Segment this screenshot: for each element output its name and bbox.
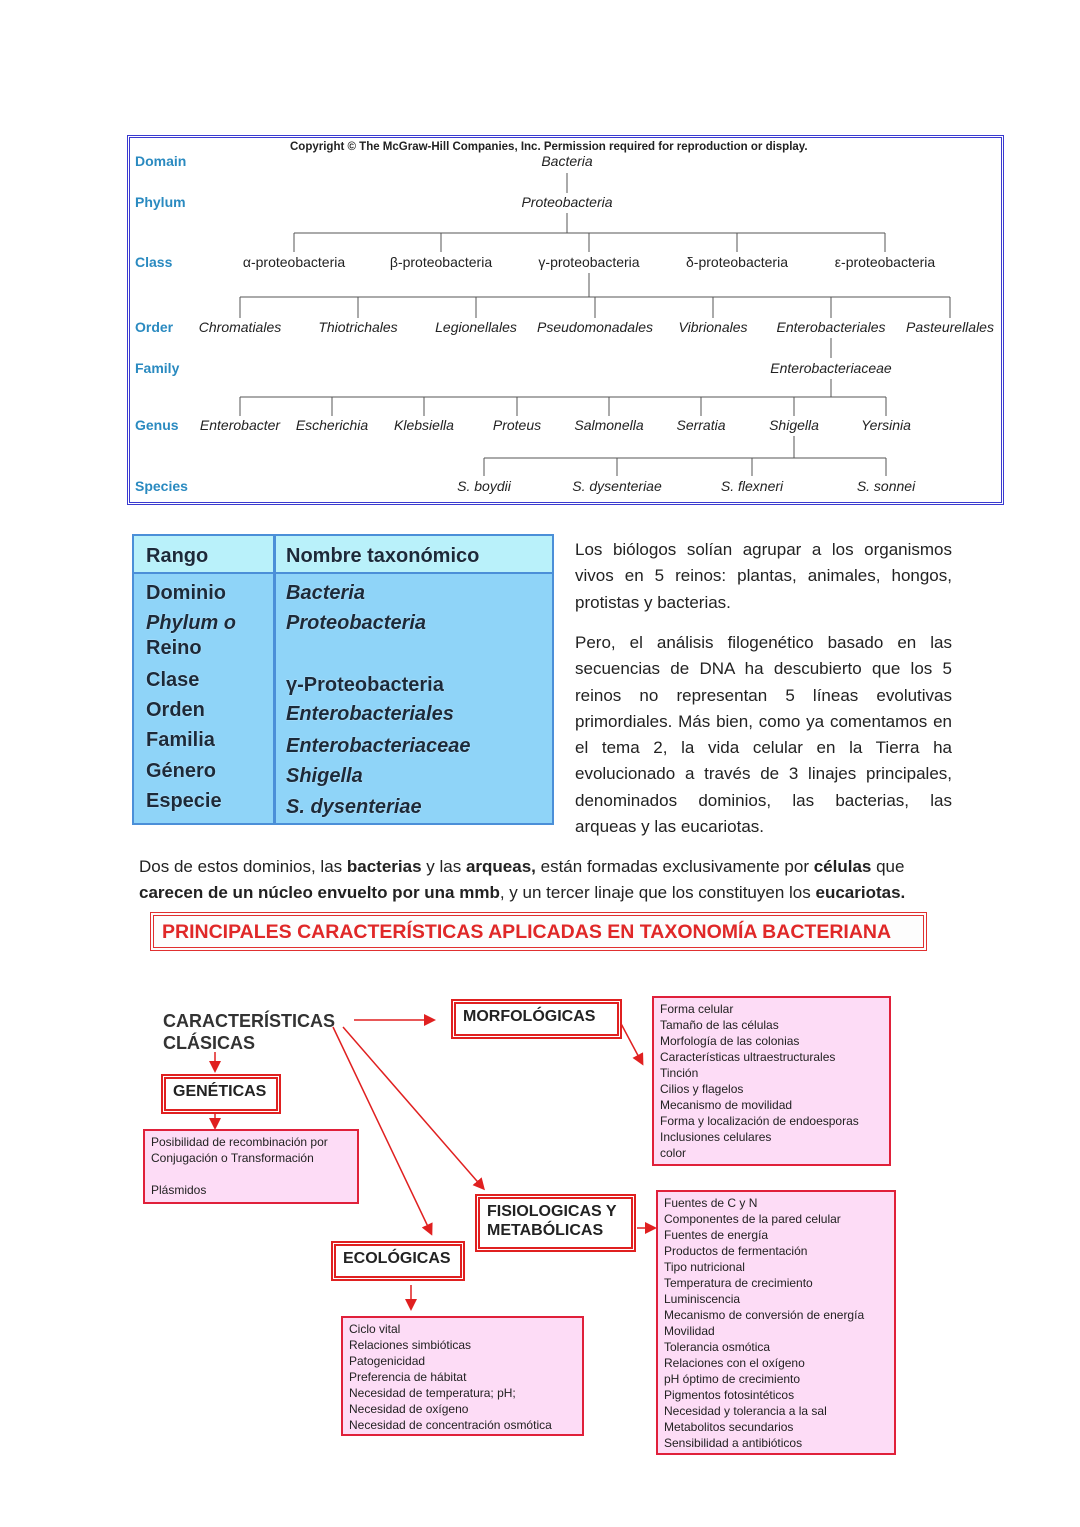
- class-node: ε-proteobacteria: [834, 254, 936, 270]
- species-node: S. dysenteriae: [572, 478, 662, 494]
- rank-label: Species: [135, 478, 188, 494]
- list-item: Relaciones con el oxígeno: [664, 1356, 805, 1370]
- name-cell: Enterobacteriales: [286, 703, 454, 725]
- order-node: Legionellales: [435, 319, 517, 335]
- t: , y un tercer linaje que los constituyen los: [499, 883, 816, 903]
- list-item: Necesidad de oxígeno: [349, 1402, 469, 1416]
- genus-node: Enterobacter: [199, 417, 281, 433]
- list-item: Movilidad: [664, 1324, 715, 1338]
- rank-label: Class: [135, 254, 173, 270]
- list-item: Necesidad de concentración osmótica: [349, 1418, 552, 1432]
- rank-cell: Familia: [146, 729, 215, 751]
- section-title: PRINCIPALES CARACTERÍSTICAS APLICADAS EN TAXONOMÍA BACTERIANA: [150, 912, 927, 951]
- name-cell: Proteobacteria: [286, 612, 427, 634]
- ecologicas-box: ECOLÓGICAS: [331, 1241, 465, 1281]
- rank-label: Domain: [135, 153, 187, 169]
- genus-node: Escherichia: [295, 417, 369, 433]
- paragraph-reinos: Los biólogos solían agrupar a los organismos vivos en 5 reinos: plantas, animales, hongos, protistas y bacterias.: [575, 540, 952, 612]
- list-item: Tipo nutricional: [664, 1260, 745, 1274]
- list-item: Pigmentos fotosintéticos: [664, 1388, 795, 1402]
- list-item: [151, 1166, 351, 1182]
- rank-cell: Reino: [146, 637, 202, 659]
- rank-cell: Phylum o: [146, 612, 237, 634]
- list-item: Posibilidad de recombinación por: [151, 1135, 328, 1149]
- rank-cell: Especie: [146, 790, 222, 812]
- list-item: Relaciones simbióticas: [349, 1338, 472, 1352]
- order-node: Enterobacteriales: [776, 319, 886, 335]
- class-node: γ-proteobacteria: [538, 254, 640, 270]
- rank-label: Family: [135, 360, 180, 376]
- list-item: Mecanismo de conversión de energía: [664, 1308, 865, 1322]
- list-item: Forma celular: [660, 1002, 734, 1016]
- list-item: Forma y localización de endoesporas: [660, 1114, 859, 1128]
- list-item: Tamaño de las células: [660, 1018, 779, 1032]
- genus-node: Yersinia: [861, 417, 911, 433]
- order-node: Pasteurellales: [906, 319, 994, 335]
- copyright-notice: Copyright © The McGraw-Hill Companies, Inc. Permission required for reproduction or display.: [290, 141, 808, 153]
- class-node: α-proteobacteria: [242, 254, 346, 270]
- name-cell: S. dysenteriae: [286, 796, 422, 818]
- fisiologicas-box: FISIOLOGICAS Y METABÓLICAS: [475, 1194, 636, 1252]
- rank-cell: Dominio: [146, 582, 226, 604]
- species-node: S. flexneri: [720, 478, 784, 494]
- order-node: Vibrionales: [678, 319, 748, 335]
- name-cell: Shigella: [286, 765, 363, 787]
- root-label: CARACTERÍSTICAS CLÁSICAS: [163, 1011, 336, 1053]
- name-cell: Enterobacteriaceae: [286, 735, 471, 757]
- list-item: Ciclo vital: [349, 1322, 401, 1336]
- list-item: Temperatura de crecimiento: [664, 1276, 813, 1290]
- fisiologicas-list: [656, 1190, 896, 1455]
- genus-node: Klebsiella: [394, 417, 454, 433]
- list-item: Características ultraestructurales: [660, 1050, 836, 1064]
- list-item: Patogenicidad: [349, 1354, 426, 1368]
- list-item: Productos de fermentación: [664, 1244, 808, 1258]
- name-cell: Bacteria: [286, 582, 365, 604]
- rank-cell: Clase: [146, 669, 200, 691]
- list-item: Luminiscencia: [664, 1292, 741, 1306]
- genus-node: Proteus: [492, 417, 542, 433]
- list-item: Cilios y flagelos: [660, 1082, 744, 1096]
- list-item: Plásmidos: [151, 1183, 207, 1197]
- list-item: color: [660, 1146, 687, 1160]
- class-node: β-proteobacteria: [389, 254, 493, 270]
- list-item: Morfología de las colonias: [660, 1034, 800, 1048]
- order-node: Chromatiales: [198, 319, 282, 335]
- t: células: [813, 857, 872, 876]
- domain-node: Bacteria: [541, 153, 593, 169]
- list-item: pH óptimo de crecimiento: [664, 1372, 801, 1386]
- header-name: Nombre taxonómico: [286, 545, 480, 567]
- header-rank: Rango: [146, 545, 209, 567]
- morfologicas-box: MORFOLÓGICAS: [451, 999, 622, 1039]
- list-item: Fuentes de energía: [664, 1228, 769, 1242]
- t: bacterias: [346, 857, 422, 876]
- phylum-node: Proteobacteria: [521, 194, 613, 210]
- list-item: Metabolitos secundarios: [664, 1420, 794, 1434]
- rank-cell: Orden: [146, 699, 205, 721]
- rank-label: Genus: [135, 417, 179, 433]
- name-cell: γ-Proteobacteria: [286, 674, 444, 696]
- list-item: Conjugación o Transformación: [151, 1151, 314, 1165]
- list-item: Tolerancia osmótica: [664, 1340, 771, 1354]
- family-node: Enterobacteriaceae: [770, 360, 892, 376]
- order-node: Pseudomonadales: [537, 319, 653, 335]
- rank-label: Phylum: [135, 194, 186, 210]
- rank-label: Order: [135, 319, 174, 335]
- list-item: Sensibilidad a antibióticos: [664, 1436, 803, 1450]
- t: eucariotas.: [815, 883, 906, 903]
- list-item: Preferencia de hábitat: [349, 1370, 467, 1384]
- morfologicas-list: [652, 996, 891, 1166]
- genus-node: Serratia: [676, 417, 726, 433]
- rank-cell: Género: [146, 760, 217, 782]
- order-node: Thiotrichales: [318, 319, 398, 335]
- list-item: Tinción: [660, 1066, 699, 1080]
- species-node: S. boydii: [457, 478, 511, 494]
- t: que: [871, 857, 905, 876]
- t: y las: [421, 857, 466, 876]
- genus-node: Shigella: [769, 417, 819, 433]
- list-item: Componentes de la pared celular: [664, 1212, 841, 1226]
- species-node: S. sonnei: [856, 478, 916, 494]
- geneticas-box: GENÉTICAS: [161, 1074, 281, 1114]
- genus-node: Salmonella: [574, 417, 644, 433]
- t: Dos de estos dominios, las: [139, 857, 347, 876]
- list-item: Necesidad y tolerancia a la sal: [664, 1404, 827, 1418]
- class-node: δ-proteobacteria: [686, 254, 788, 270]
- list-item: Mecanismo de movilidad: [660, 1098, 793, 1112]
- list-item: Necesidad de temperatura; pH;: [349, 1386, 516, 1400]
- paragraph-dominios: Pero, el análisis filogenético basado en las secuencias de DNA ha descubierto que los 5 reinos no representan 5 líneas evolutivas primordiales. Más bien, como ya comentamos en el tema 2, la vida celular en la Tierra ha evolucionado a través de 3 linajes principales, denominados dominios, las bacterias, las arqueas y las eucariotas.: [575, 633, 952, 837]
- t: están formadas exclusivamente por: [535, 857, 814, 876]
- geneticas-list: [143, 1129, 359, 1204]
- list-item: Inclusiones celulares: [660, 1130, 772, 1144]
- ecologicas-list: [341, 1316, 584, 1436]
- t: carecen de un núcleo envuelto por una mmb: [139, 883, 500, 903]
- t: arqueas,: [465, 857, 536, 876]
- list-item: Fuentes de C y N: [664, 1196, 758, 1210]
